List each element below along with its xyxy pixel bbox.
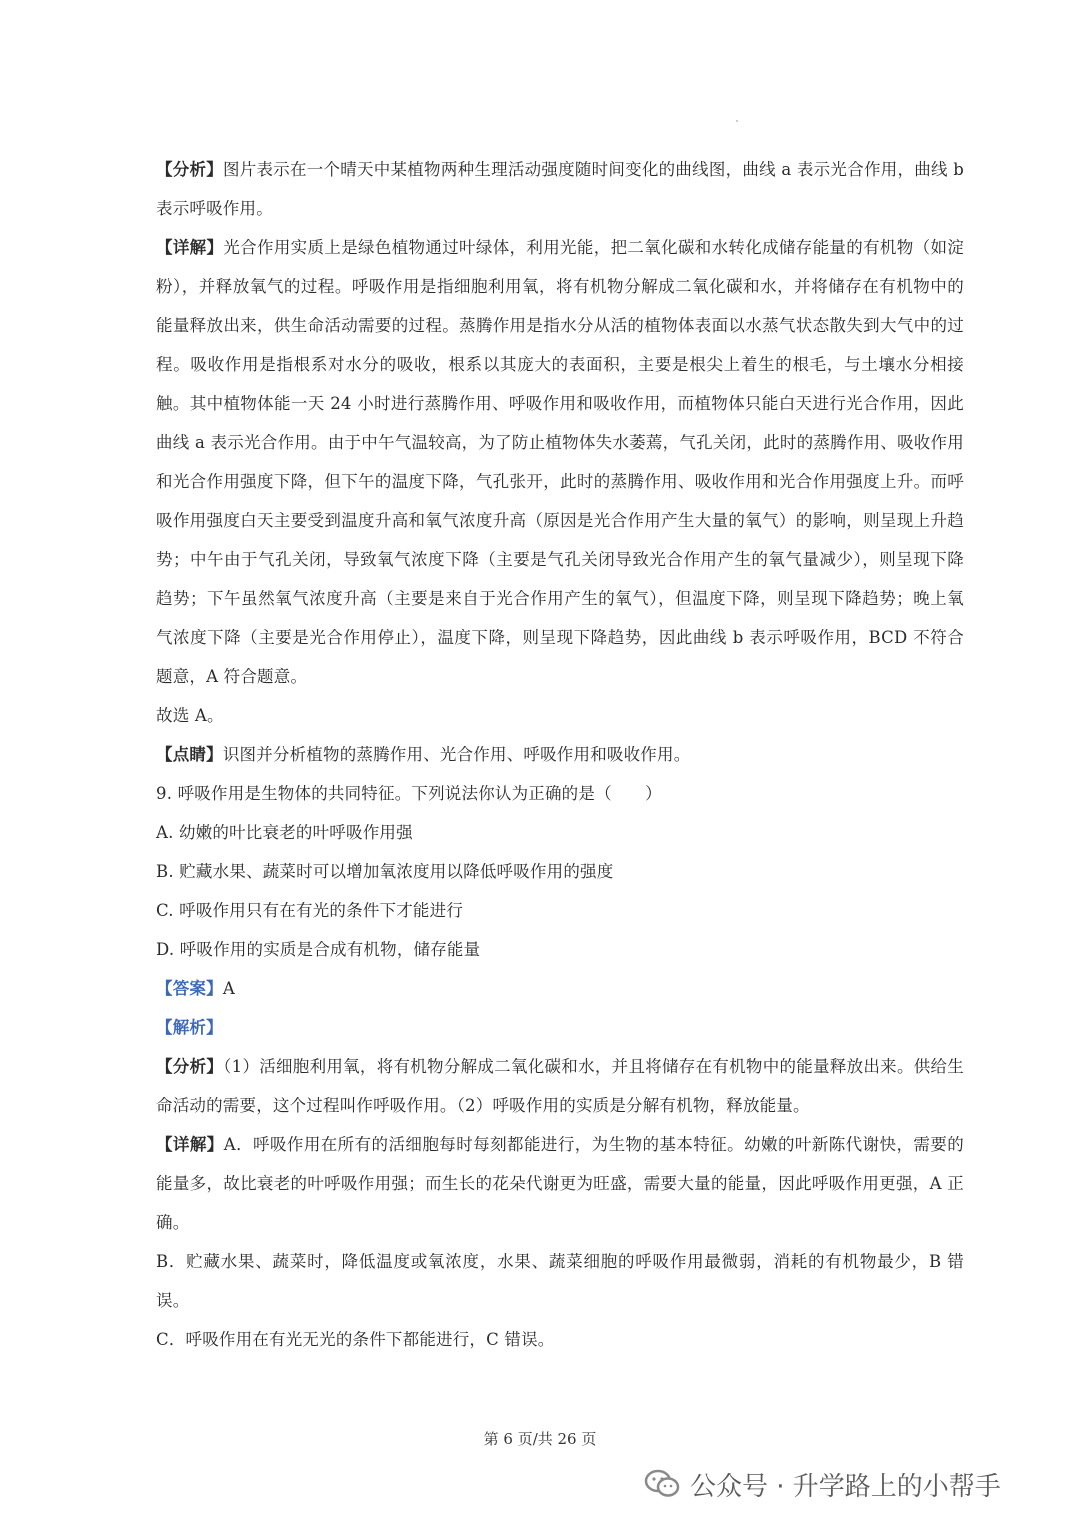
question-stem: 9. 呼吸作用是生物体的共同特征。下列说法你认为正确的是（ ）: [156, 784, 662, 803]
analysis-paragraph: [156, 150, 964, 228]
answer-tag: 【答案】: [156, 979, 223, 998]
analysis-tag: 【解析】: [156, 1018, 223, 1037]
detail2-paragraph: [156, 1125, 964, 1242]
section-tag: 【分析】: [156, 1057, 224, 1076]
section-tag: 【点睛】: [156, 745, 223, 764]
analysis2-paragraph: [156, 1047, 964, 1125]
option-a: A. 幼嫩的叶比衰老的叶呼吸作用强: [156, 823, 413, 842]
comment-paragraph: [156, 735, 964, 774]
answer-line: [156, 969, 964, 1008]
paragraph-text: A．呼吸作用在所有的活细胞每时每刻都能进行，为生物的基本特征。幼嫩的叶新陈代谢快，需要的能量多，故比衰老的叶呼吸作用强；而生长的花朵代谢更为旺盛，需要大量的能量，因此呼吸作用更强，A 正确。: [156, 1135, 964, 1232]
section-tag: 【详解】: [156, 238, 224, 257]
section-tag: 【详解】: [156, 1135, 224, 1154]
wechat-icon: [644, 1469, 680, 1499]
page-content: [156, 150, 964, 1359]
section-tag: 【分析】: [156, 160, 224, 179]
detail2-c-paragraph: [156, 1320, 964, 1359]
answer-value: A: [222, 979, 235, 998]
paragraph-text: 光合作用实质上是绿色植物通过叶绿体，利用光能，把二氧化碳和水转化成储存能量的有机物（如淀粉），并释放氧气的过程。呼吸作用是指细胞利用氧，将有机物分解成二氧化碳和水，并将储存在有机物中的能量释放出来，供生命活动需要的过程。蒸腾作用是指水分从活的植物体表面以水蒸气状态散失到大气中的过程。吸收作用是指根系对水分的吸收，根系以其庞大的表面积，主要是根尖上着生的根毛，与土壤水分相接触。其中植物体能一天 24 小时进行蒸腾作用、呼吸作用和吸收作用，而植物体只能白天进行光合作用，因此曲线 a 表示光合作用。由于中午气温较高，为了防止植物体失水萎蔫，气孔关闭，此时的蒸腾作用、吸收作用和光合作用强度下降，但下午的温度下降，气孔张开，此时的蒸腾作用、吸收作用和光合作用强度上升。而呼吸作用强度白天主要受到温度升高和氧气浓度升高（原因是光合作用产生大量的氧气）的影响，则呈现上升趋势；中午由于气孔关闭，导致氧气浓度下降（主要是气孔关闭导致光合作用产生的氧气量减少），则呈现下降趋势；下午虽然氧气浓度升高（主要是来自于光合作用产生的氧气），但温度下降，则呈现下降趋势；晚上氧气浓度下降（主要是光合作用停止），温度下降，则呈现下降趋势，因此曲线 b 表示呼吸作用，BCD 不符合题意，A 符合题意。: [156, 238, 964, 686]
option-d: D. 呼吸作用的实质是合成有机物，储存能量: [156, 940, 481, 959]
option-b: B. 贮藏水果、蔬菜时可以增加氧浓度用以降低呼吸作用的强度: [156, 862, 614, 881]
paragraph-text: 图片表示在一个晴天中某植物两种生理活动强度随时间变化的曲线图，曲线 a 表示光合作用，曲线 b 表示呼吸作用。: [156, 160, 964, 218]
choice-paragraph: [156, 696, 964, 735]
detail-paragraph: [156, 228, 964, 696]
paragraph-text: 识图并分析植物的蒸腾作用、光合作用、呼吸作用和吸收作用。: [222, 745, 691, 764]
paragraph-text: 故选 A。: [156, 706, 224, 725]
scan-speck: [736, 120, 738, 122]
option-c: C. 呼吸作用只有在有光的条件下才能进行: [156, 901, 464, 920]
watermark: [644, 1462, 1001, 1506]
detail2-b-paragraph: [156, 1242, 964, 1320]
watermark-text: 公众号 · 升学路上的小帮手: [690, 1471, 1001, 1502]
paragraph-text: （1）活细胞利用氧，将有机物分解成二氧化碳和水，并且将储存在有机物中的能量释放出来。供给生命活动的需要，这个过程叫作呼吸作用。（2）呼吸作用的实质是分解有机物，释放能量。: [156, 1057, 964, 1115]
analysis-heading: [156, 1008, 964, 1047]
paragraph-text: C．呼吸作用在有光无光的条件下都能进行，C 错误。: [156, 1330, 555, 1349]
page-number: 第 6 页/共 26 页: [483, 1430, 597, 1448]
paragraph-text: B．贮藏水果、蔬菜时，降低温度或氧浓度，水果、蔬菜细胞的呼吸作用最微弱，消耗的有机物最少，B 错误。: [156, 1252, 964, 1310]
